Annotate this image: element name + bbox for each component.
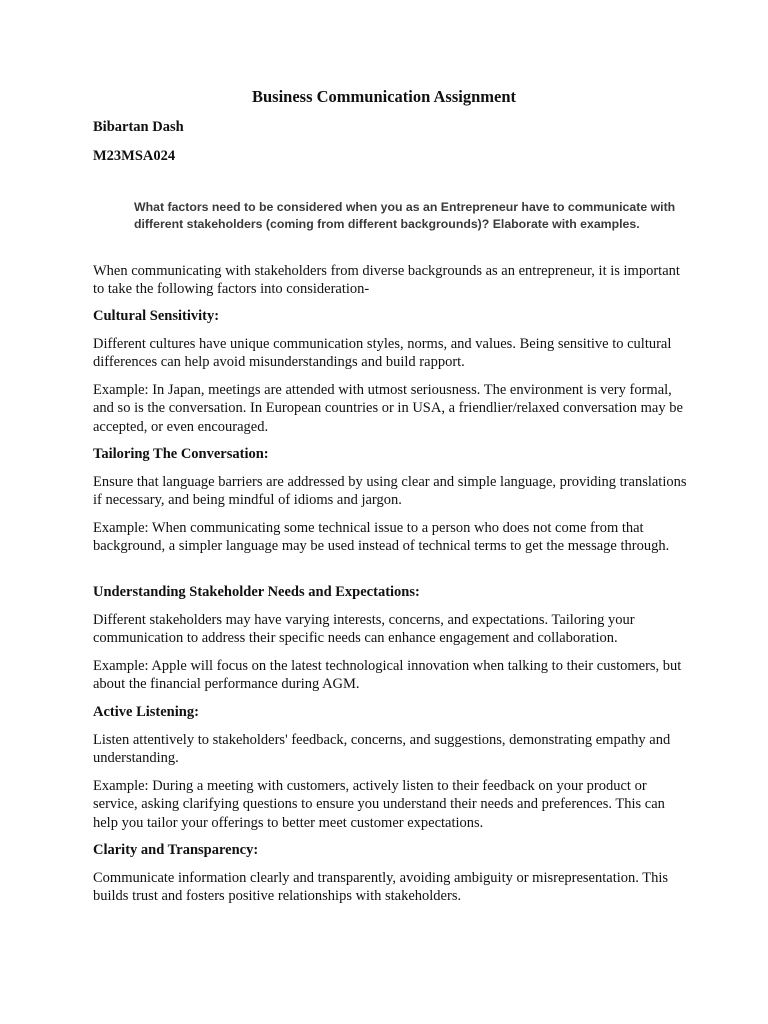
- assignment-question: What factors need to be considered when you as an Entrepreneur have to communicate with different stakeholders (coming from different backgrounds)? Elaborate with examples.: [134, 200, 676, 231]
- section-example-tailoring-conversation: Example: When communicating some technical issue to a person who does not come from that background, a simpler language may be used instead of technical terms to get the message through.: [93, 520, 670, 555]
- section-heading-tailoring-conversation: Tailoring The Conversation:: [93, 446, 269, 462]
- section-heading-stakeholder-needs: Understanding Stakeholder Needs and Expectations:: [93, 584, 420, 600]
- section-heading-clarity-transparency: Clarity and Transparency:: [93, 842, 259, 858]
- section-example-cultural-sensitivity: Example: In Japan, meetings are attended with utmost seriousness. The environment is very formal, and so is the conversation. In European countries or in USA, a friendlier/relaxed conversation may be accepted, or even encouraged.: [93, 382, 683, 435]
- section-body-clarity-transparency: Communicate information clearly and transparently, avoiding ambiguity or misrepresentation. This builds trust and fosters positive relationships with stakeholders.: [93, 870, 669, 905]
- section-body-cultural-sensitivity: Different cultures have unique communication styles, norms, and values. Being sensitive to cultural differences can help avoid misunderstandings and build rapport.: [93, 336, 672, 371]
- section-body-tailoring-conversation: Ensure that language barriers are addressed by using clear and simple language, providing translations if necessary, and being mindful of idioms and jargon.: [93, 474, 687, 509]
- section-heading-active-listening: Active Listening:: [93, 704, 199, 720]
- section-example-stakeholder-needs: Example: Apple will focus on the latest technological innovation when talking to their customers, but about the financial performance during AGM.: [93, 658, 682, 693]
- intro-paragraph: When communicating with stakeholders from diverse backgrounds as an entrepreneur, it is important to take the following factors into consideration-: [93, 263, 680, 298]
- document-title: Business Communication Assignment: [251, 87, 517, 106]
- roll-number: M23MSA024: [93, 148, 176, 164]
- section-heading-cultural-sensitivity: Cultural Sensitivity:: [93, 308, 220, 324]
- section-body-stakeholder-needs: Different stakeholders may have varying interests, concerns, and expectations. Tailoring your communication to address their specific needs can enhance engagement and collaboration.: [93, 612, 635, 647]
- author-name: Bibartan Dash: [93, 119, 184, 135]
- section-body-active-listening: Listen attentively to stakeholders' feedback, concerns, and suggestions, demonstrating empathy and understanding.: [93, 732, 671, 767]
- section-example-active-listening: Example: During a meeting with customers, actively listen to their feedback on your product or service, asking clarifying questions to ensure you understand their needs and preferences. This can help you tailor your offerings to better meet customer expectations.: [93, 778, 665, 831]
